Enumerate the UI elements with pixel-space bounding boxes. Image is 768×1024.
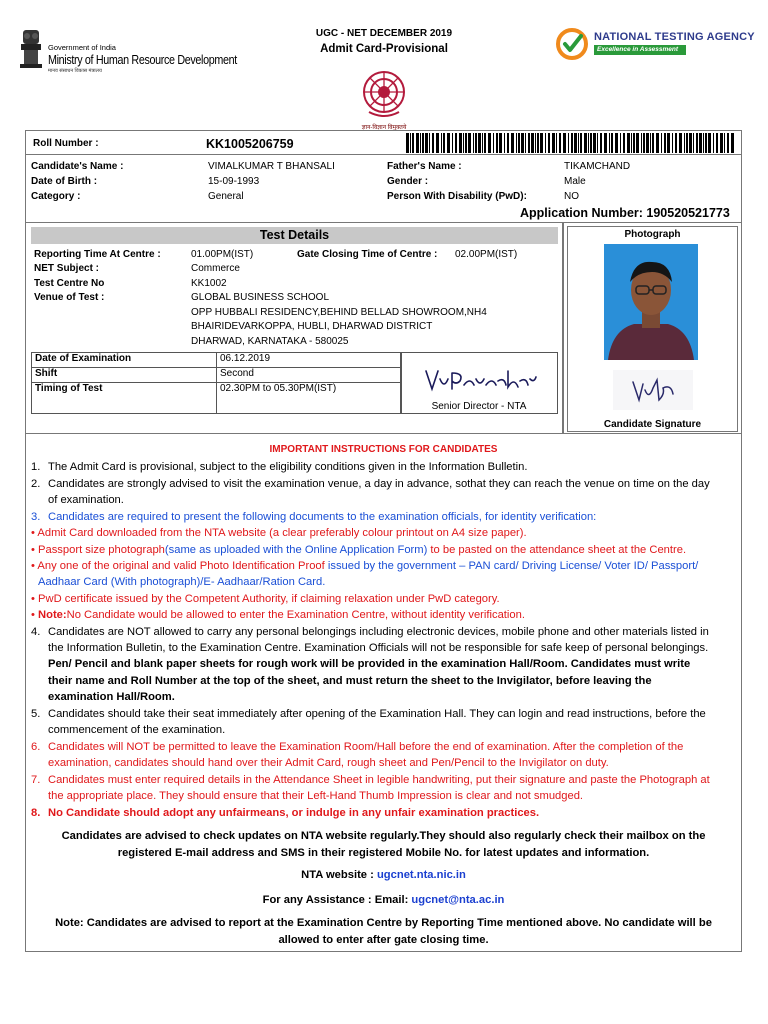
instructions-title: IMPORTANT INSTRUCTIONS FOR CANDIDATES xyxy=(269,444,498,455)
gate-closing-value: 02.00PM(IST) xyxy=(455,249,518,260)
timing-label: Timing of Test xyxy=(32,383,217,414)
subject-label: NET Subject : xyxy=(34,263,100,274)
note-line-1: Note: Candidates are advised to report at the Examination Centre by Reporting Time mentioned above. No candidate will be xyxy=(55,917,712,929)
table-row xyxy=(32,353,402,368)
venue-line: GLOBAL BUSINESS SCHOOL xyxy=(191,292,330,303)
centre-value: KK1002 xyxy=(191,278,227,289)
ministry-hindi-label: मानव संसाधन विकास मंत्रालय xyxy=(48,68,102,74)
document-bullet-2: • Passport size photograph(same as uploaded with the Online Application Form) to be pasted on the attendance sheet at the Centre. xyxy=(31,544,687,556)
father-name-label: Father's Name : xyxy=(387,161,462,172)
director-title: Senior Director - NTA xyxy=(431,401,527,412)
nta-name: NATIONAL TESTING AGENCY xyxy=(594,31,755,43)
venue-line: OPP HUBBALI RESIDENCY,BEHIND BELLAD SHOWROOM,NH4 xyxy=(191,307,487,318)
gender-value: Male xyxy=(564,176,586,187)
candidate-name-value: VIMALKUMAR T BHANSALI xyxy=(208,161,335,172)
roll-number-label: Roll Number : xyxy=(33,138,99,149)
document-bullet-1: • Admit Card downloaded from the NTA website (a clear preferably colour printout on A4 size paper). xyxy=(31,527,527,539)
shift-label: Shift xyxy=(32,368,217,383)
instruction-3: 3. Candidates are required to present the following documents to the examination officials, for identity verification: xyxy=(31,511,597,523)
exam-date-value: 06.12.2019 xyxy=(217,353,402,368)
instruction-2-cont: of examination. xyxy=(48,494,124,506)
document-bullet-3-cont: Aadhaar Card (With photograph)/E- Aadhaar/Ration Card. xyxy=(38,576,326,588)
reporting-time-label: Reporting Time At Centre : xyxy=(34,249,161,260)
instruction-5-cont: commencement of the examination. xyxy=(48,724,226,736)
goi-label: Government of India xyxy=(48,43,116,52)
assistance-email-link[interactable]: ugcnet@nta.ac.in xyxy=(411,894,505,906)
instruction-7-cont: the appropriate place. They should ensure that their Left-Hand Thumb Impression is clear and not smudged. xyxy=(48,790,584,802)
instruction-4-bold-2: their name and Roll Number at the top of the sheet, and must return the sheet to the Invigilator, before leaving the xyxy=(48,675,652,687)
nta-website-line: NTA website : ugcnet.nta.nic.in xyxy=(301,869,466,881)
document-bullet-4: • PwD certificate issued by the Competent Authority, if claiming relaxation under PwD category. xyxy=(31,593,500,605)
instruction-1: 1. The Admit Card is provisional, subject to the eligibility conditions given in the Information Bulletin. xyxy=(31,461,528,473)
dob-label: Date of Birth : xyxy=(31,176,98,187)
ministry-label: Ministry of Human Resource Development xyxy=(48,53,237,67)
father-name-value: TIKAMCHAND xyxy=(564,161,631,172)
photograph-label: Photograph xyxy=(624,229,681,240)
instruction-6-cont: examination, candidates should hand over their Admit Card, rough sheet and Pen/Pencil to the Invigilator on duty. xyxy=(48,757,609,769)
advice-line-1: Candidates are advised to check updates on NTA website regularly.They should also regularly check their mailbox on the xyxy=(61,830,706,842)
candidate-signature-label: Candidate Signature xyxy=(603,419,702,430)
director-signature-image xyxy=(420,363,540,395)
nta-website-link[interactable]: ugcnet.nta.nic.in xyxy=(376,869,466,881)
instruction-4-bold-3: examination Hall/Room. xyxy=(48,691,175,703)
category-label: Category : xyxy=(31,191,81,202)
instruction-2: 2. Candidates are strongly advised to visit the examination venue, a day in advance, sothat they can reach the venue on time on the day xyxy=(31,478,710,490)
instruction-4-bold-1: Pen/ Pencil and blank paper sheets for rough work will be provided in the examination Hall/Room. Candidates must write xyxy=(48,658,691,670)
advice-line-2: registered E-mail address and SMS in their registered Mobile No. for latest updates and information. xyxy=(117,847,650,859)
exam-schedule-table xyxy=(31,352,402,414)
nta-tagline: Excellence in Assessment xyxy=(594,45,686,55)
centre-label: Test Centre No xyxy=(34,278,105,289)
instruction-5: 5. Candidates should take their seat immediately after opening of the Examination Hall. They can login and read instructions, before the xyxy=(31,708,706,720)
document-title: Admit Card-Provisional xyxy=(320,43,448,55)
candidate-signature-image xyxy=(613,370,693,410)
ugc-motto: ज्ञान-विज्ञान विमुक्तये xyxy=(361,125,407,131)
candidate-photo xyxy=(604,244,698,360)
barcode-image xyxy=(406,133,736,153)
shift-value: Second xyxy=(217,368,402,383)
note-line-2: allowed to enter after gate closing time. xyxy=(278,934,489,946)
exam-title: UGC - NET DECEMBER 2019 xyxy=(315,28,453,39)
venue-line: BHAIRIDEVARKOPPA, HUBLI, DHARWAD DISTRICT xyxy=(191,321,433,332)
assistance-line: For any Assistance : Email: ugcnet@nta.ac.in xyxy=(262,894,505,906)
pwd-label: Person With Disability (PwD): xyxy=(387,191,527,202)
gate-closing-label: Gate Closing Time of Centre : xyxy=(297,249,438,260)
roll-number-value: KK1005206759 xyxy=(206,137,294,151)
exam-date-label: Date of Examination xyxy=(32,353,217,368)
nta-check-logo-icon xyxy=(556,28,588,60)
instruction-7: 7. Candidates must enter required details in the Attendance Sheet in legible handwriting, put their signature and paste the Photograph at xyxy=(31,774,710,786)
document-bullet-3: • Any one of the original and valid Photo Identification Proof issued by the government – PAN card/ Driving License/ Voter ID/ Passport/ xyxy=(31,560,699,572)
instruction-4-cont: the Information Bulletin, to the Examination Centre. Examination Officials will not be responsible for safe keep of personal belongings. xyxy=(48,642,709,654)
instruction-6: 6. Candidates will NOT be permitted to leave the Examination Room/Hall before the end of examination. After the completion of the xyxy=(31,741,684,753)
pwd-value: NO xyxy=(564,191,579,202)
document-bullet-5: • Note:No Candidate would be allowed to enter the Examination Centre, without identity verification. xyxy=(31,609,525,621)
dob-value: 15-09-1993 xyxy=(208,176,260,187)
gender-label: Gender : xyxy=(387,176,429,187)
table-row xyxy=(32,383,402,414)
reporting-time-value: 01.00PM(IST) xyxy=(191,249,254,260)
instruction-4: 4. Candidates are NOT allowed to carry any personal belongings including electronic devices, mobile phone and other materials listed in xyxy=(31,626,709,638)
application-number: Application Number: 190520521773 xyxy=(520,206,730,220)
test-details-header: Test Details xyxy=(31,227,558,244)
venue-label: Venue of Test : xyxy=(34,292,105,303)
timing-value: 02.30PM to 05.30PM(IST) xyxy=(217,383,402,414)
instruction-8: 8. No Candidate should adopt any unfairmeans, or indulge in any unfair examination practices. xyxy=(31,807,540,819)
ugc-emblem-icon xyxy=(357,68,411,120)
venue-line: DHARWAD, KARNATAKA - 580025 xyxy=(191,336,349,347)
table-row xyxy=(32,368,402,383)
candidate-name-label: Candidate's Name : xyxy=(31,161,124,172)
subject-value: Commerce xyxy=(191,263,240,274)
category-value: General xyxy=(208,191,244,202)
